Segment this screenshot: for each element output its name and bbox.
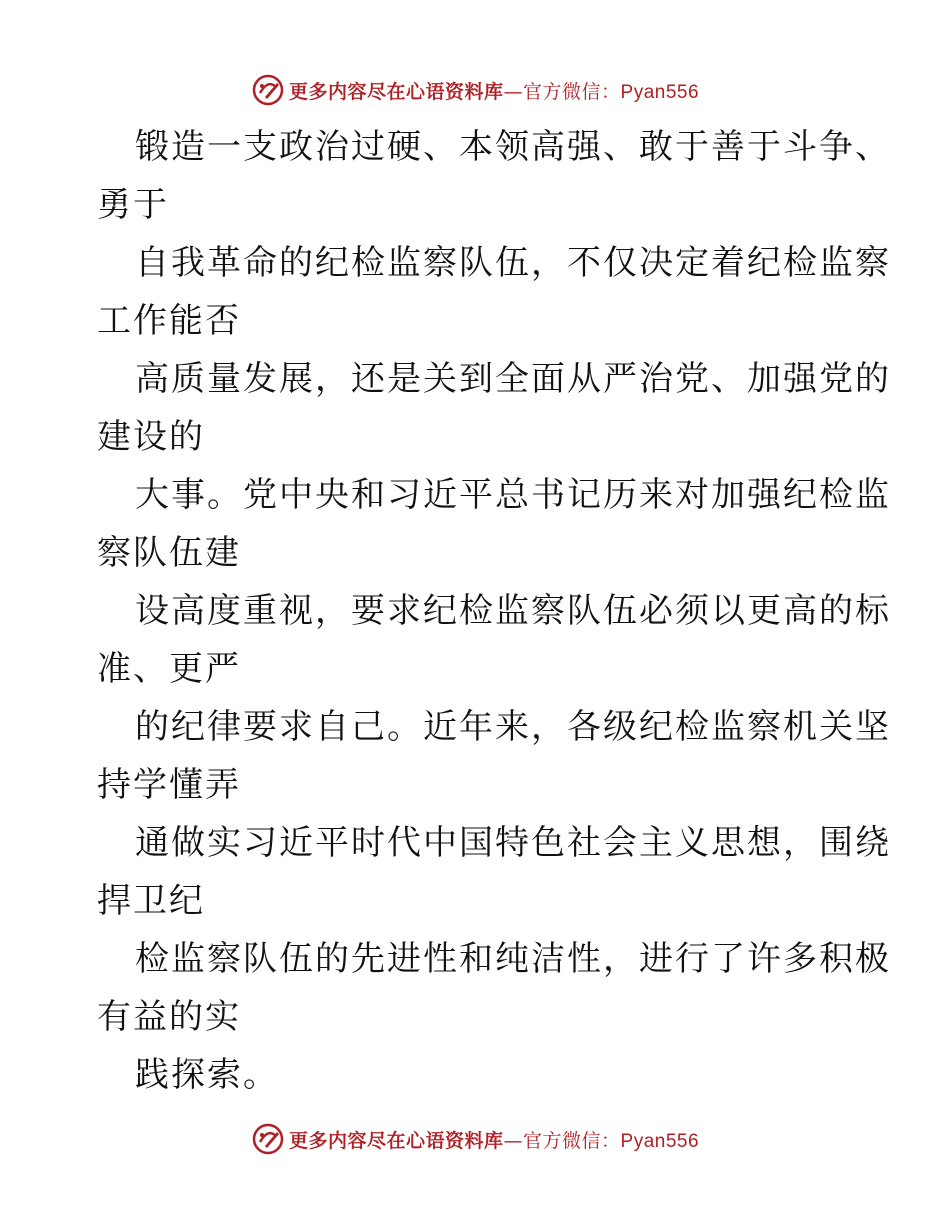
banner-wechat-id: Pyan556 — [620, 1130, 700, 1152]
banner-wechat-label: 官方微信 — [522, 80, 601, 103]
banner-brand: 更多内容尽在心语资料库 — [288, 80, 504, 103]
text-line: 持学懂弄 — [97, 765, 241, 805]
library-logo-icon — [251, 1122, 285, 1156]
text-line: 自我革命的纪检监察队伍，不仅决定着纪检监察 — [135, 243, 891, 283]
header-banner — [0, 70, 950, 110]
text-line: 勇于 — [97, 185, 169, 225]
banner-wechat-label: 官方微信 — [522, 1129, 601, 1152]
banner-dash: — — [503, 80, 523, 103]
text-line: 捍卫纪 — [97, 881, 205, 921]
text-line: 准、更严 — [97, 649, 241, 689]
text-line: 工作能否 — [97, 301, 241, 341]
footer-banner — [0, 1119, 950, 1159]
banner-text — [289, 77, 699, 104]
text-line: 的纪律要求自己。近年来，各级纪检监察机关坚 — [135, 707, 891, 747]
banner-brand: 更多内容尽在心语资料库 — [288, 1129, 504, 1152]
banner-dash: — — [503, 1129, 523, 1152]
banner-wechat-id: Pyan556 — [620, 81, 700, 103]
banner-colon: ： — [601, 80, 621, 103]
text-line: 有益的实 — [97, 997, 241, 1037]
text-line: 设高度重视，要求纪检监察队伍必须以更高的标 — [135, 591, 891, 631]
text-line: 大事。党中央和习近平总书记历来对加强纪检监 — [135, 475, 891, 515]
banner-text — [289, 1126, 699, 1153]
text-line: 践探索。 — [135, 1055, 279, 1095]
library-logo-icon — [251, 73, 285, 107]
text-line: 建设的 — [97, 417, 205, 457]
banner-colon: ： — [601, 1129, 621, 1152]
text-line: 锻造一支政治过硬、本领高强、敢于善于斗争、 — [135, 127, 891, 167]
text-line: 高质量发展，还是关到全面从严治党、加强党的 — [135, 359, 891, 399]
document-body — [97, 118, 891, 1104]
text-line: 检监察队伍的先进性和纯洁性，进行了许多积极 — [135, 939, 891, 979]
text-line: 察队伍建 — [97, 533, 241, 573]
text-line: 通做实习近平时代中国特色社会主义思想，围绕 — [135, 823, 891, 863]
